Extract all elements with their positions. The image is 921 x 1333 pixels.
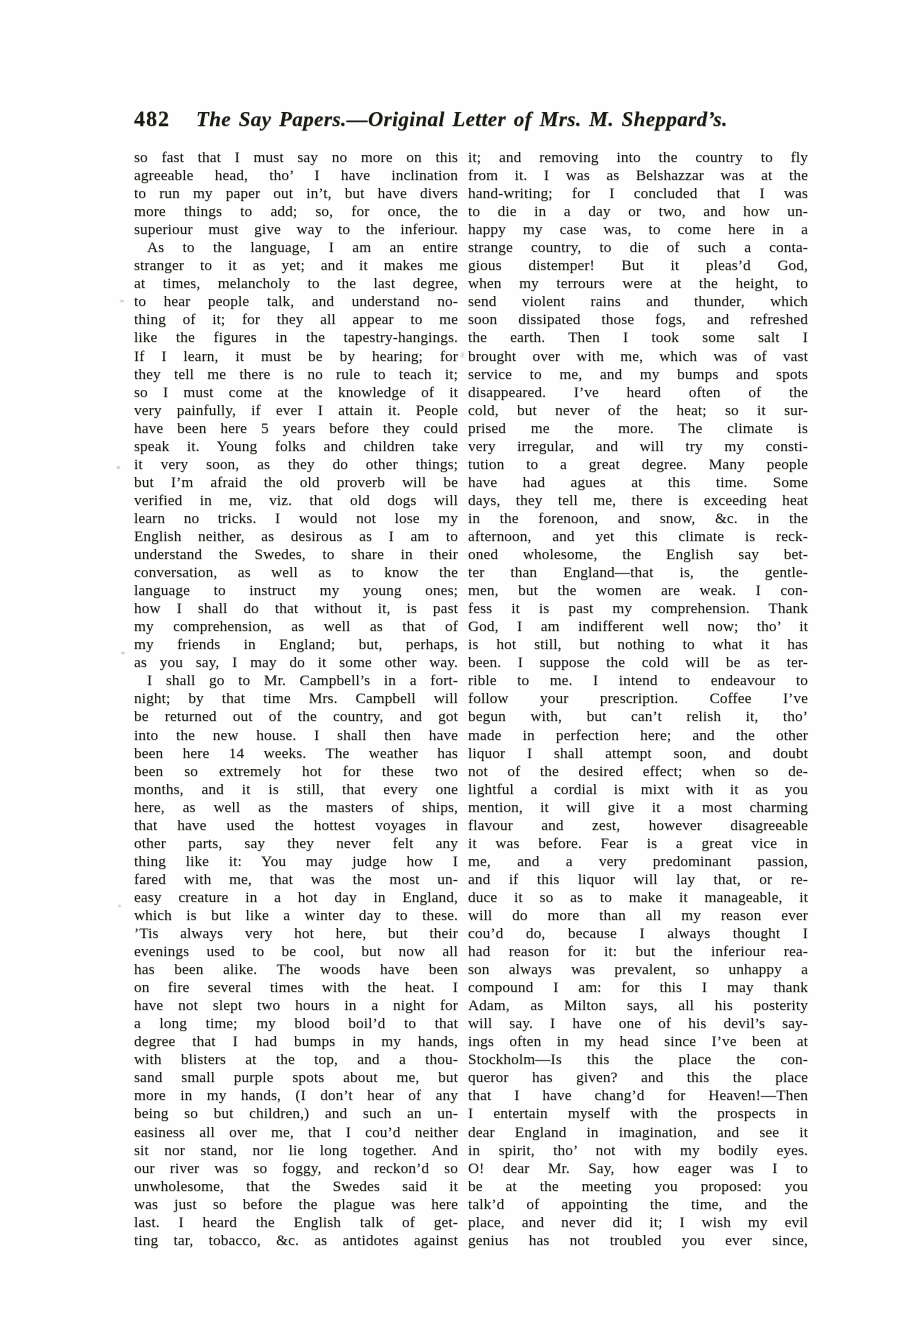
- text-line: I entertain myself with the prospects in: [468, 1105, 808, 1123]
- text-line: learn no tricks. I would not lose my: [134, 509, 458, 527]
- scan-artifact: [121, 652, 125, 654]
- text-line: they tell me there is no rule to teach it;: [134, 365, 458, 383]
- text-line: tution to a great degree. Many people: [468, 455, 808, 473]
- text-line: stranger to it as yet; and it makes me: [134, 257, 458, 275]
- text-line: If I learn, it must be by hearing; for: [134, 347, 458, 365]
- text-line: hand-writing; for I concluded that I was: [468, 185, 808, 203]
- text-line: send violent rains and thunder, which: [468, 293, 808, 311]
- page-number: 482: [134, 106, 170, 131]
- text-line: very irregular, and will try my consti-: [468, 437, 808, 455]
- text-line: will do more than all my reason ever: [468, 906, 808, 924]
- text-line: ’Tis always very hot here, but their: [134, 925, 458, 943]
- text-line: a long time; my blood boil’d to that: [134, 1015, 458, 1033]
- scan-artifact: [120, 300, 124, 302]
- text-line: sit nor stand, nor lie long together. And: [134, 1141, 458, 1159]
- text-line: ting tar, tobacco, &c. as antidotes against: [134, 1231, 458, 1249]
- text-line: soon dissipated those fogs, and refreshed: [468, 311, 808, 329]
- text-line: into the new house. I shall then have: [134, 726, 458, 744]
- text-line: have been here 5 years before they could: [134, 419, 458, 437]
- text-line: last. I heard the English talk of get-: [134, 1213, 458, 1231]
- text-line: easy creature in a hot day in England,: [134, 888, 458, 906]
- text-line: God, I am indifferent well now; tho’ it: [468, 618, 808, 636]
- text-line: my friends in England; but, perhaps,: [134, 636, 458, 654]
- text-line: oned wholesome, the English say bet-: [468, 546, 808, 564]
- text-line: to run my paper out in’t, but have divers: [134, 185, 458, 203]
- text-line: talk’d of appointing the time, and the: [468, 1195, 808, 1213]
- text-line: prised me the more. The climate is: [468, 419, 808, 437]
- scan-artifact: [461, 352, 464, 358]
- text-columns: [134, 149, 808, 1250]
- text-line: Stockholm—Is this the place the con-: [468, 1051, 808, 1069]
- text-line: it was before. Fear is a great vice in: [468, 834, 808, 852]
- text-line: sand small purple spots about me, but: [134, 1069, 458, 1087]
- left-column: [134, 149, 458, 1250]
- text-line: be returned out of the country, and got: [134, 708, 458, 726]
- text-line: ings often in my head since I’ve been at: [468, 1033, 808, 1051]
- text-line: in the forenoon, and snow, &c. in the: [468, 509, 808, 527]
- text-line: have not slept two hours in a night for: [134, 997, 458, 1015]
- text-line: cou’d do, because I always thought I: [468, 925, 808, 943]
- text-line: fared with me, that was the most un-: [134, 870, 458, 888]
- text-line: be at the meeting you proposed: you: [468, 1177, 808, 1195]
- text-line: more things to add; so, for once, the: [134, 203, 458, 221]
- text-line: is hot still, but nothing to what it has: [468, 636, 808, 654]
- text-line: language to instruct my young ones;: [134, 582, 458, 600]
- text-line: I shall go to Mr. Campbell’s in a fort-: [147, 672, 458, 690]
- text-line: place, and never did it; I wish my evil: [468, 1213, 808, 1231]
- text-line: duce it so as to make it manageable, it: [468, 888, 808, 906]
- text-line: conversation, as well as to know the: [134, 564, 458, 582]
- text-line: men, but the women are weak. I con-: [468, 582, 808, 600]
- text-line: lightful a cordial is mixt with it as you: [468, 780, 808, 798]
- text-line: understand the Swedes, to share in their: [134, 546, 458, 564]
- text-line: compound I am: for this I may thank: [468, 979, 808, 997]
- text-line: been here 14 weeks. The weather has: [134, 744, 458, 762]
- text-line: at times, melancholy to the last degree,: [134, 275, 458, 293]
- text-line: Adam, as Milton says, all his posterity: [468, 997, 808, 1015]
- text-line: days, they tell me, there is exceeding heat: [468, 491, 808, 509]
- text-line: genius has not troubled you ever since,: [468, 1231, 808, 1249]
- text-line: with blisters at the top, and a thou-: [134, 1051, 458, 1069]
- text-line: strange country, to die of such a conta-: [468, 239, 808, 257]
- right-column: [468, 149, 808, 1250]
- text-line: it; and removing into the country to fly: [468, 149, 808, 166]
- text-line: brought over with me, which was of vast: [468, 347, 808, 365]
- running-title: The Say Papers.—Original Letter of Mrs. M. Sheppard’s.: [196, 107, 728, 131]
- text-line: dear England in imagination, and see it: [468, 1123, 808, 1141]
- text-line: very painfully, if ever I attain it. People: [134, 401, 458, 419]
- text-line: it very soon, as they do other things;: [134, 455, 458, 473]
- text-line: so I must come at the knowledge of it: [134, 383, 458, 401]
- text-line: me, and a very predominant passion,: [468, 852, 808, 870]
- text-line: that I have chang’d for Heaven!—Then: [468, 1087, 808, 1105]
- text-line: queror has given? and this the place: [468, 1069, 808, 1087]
- text-line: so fast that I must say no more on this: [134, 149, 458, 166]
- text-line: but I’m afraid the old proverb will be: [134, 473, 458, 491]
- text-line: happy my case was, to come here in a: [468, 221, 808, 239]
- page-header: [134, 106, 808, 132]
- text-line: rible to me. I intend to endeavour to: [468, 672, 808, 690]
- text-line: thing like it: You may judge how I: [134, 852, 458, 870]
- text-line: been. I suppose the cold will be as ter-: [468, 654, 808, 672]
- text-line: speak it. Young folks and children take: [134, 437, 458, 455]
- text-line: fess it is past my comprehension. Thank: [468, 600, 808, 618]
- text-line: not of the desired effect; when so de-: [468, 762, 808, 780]
- text-line: disappeared. I’ve heard often of the: [468, 383, 808, 401]
- text-line: months, and it is still, that every one: [134, 780, 458, 798]
- scan-artifact: [118, 905, 121, 907]
- text-line: As to the language, I am an entire: [147, 239, 458, 257]
- text-line: ter than England—that is, the gentle-: [468, 564, 808, 582]
- text-line: has been alike. The woods have been: [134, 961, 458, 979]
- text-line: the earth. Then I took some salt I: [468, 329, 808, 347]
- text-line: more in my hands, (I don’t hear of any: [134, 1087, 458, 1105]
- text-line: in spirit, tho’ not with my bodily eyes.: [468, 1141, 808, 1159]
- text-line: easiness all over me, that I cou’d neither: [134, 1123, 458, 1141]
- text-line: service to me, and my bumps and spots: [468, 365, 808, 383]
- text-line: O! dear Mr. Say, how eager was I to: [468, 1159, 808, 1177]
- text-line: and if this liquor will lay that, or re-: [468, 870, 808, 888]
- text-line: mention, it will give it a most charming: [468, 798, 808, 816]
- text-line: on fire several times with the heat. I: [134, 979, 458, 997]
- text-line: son always was prevalent, so unhappy a: [468, 961, 808, 979]
- text-line: superiour must give way to the inferiour.: [134, 221, 458, 239]
- text-line: gious distemper! But it pleas’d God,: [468, 257, 808, 275]
- text-line: being so but children,) and such an un-: [134, 1105, 458, 1123]
- text-line: here, as well as the masters of ships,: [134, 798, 458, 816]
- text-line: other parts, say they never felt any: [134, 834, 458, 852]
- text-line: was just so before the plague was here: [134, 1195, 458, 1213]
- text-line: verified in me, viz. that old dogs will: [134, 491, 458, 509]
- text-line: how I shall do that without it, is past: [134, 600, 458, 618]
- text-line: liquor I shall attempt soon, and doubt: [468, 744, 808, 762]
- scan-artifact: [117, 466, 120, 469]
- text-line: English neither, as desirous as I am to: [134, 527, 458, 545]
- text-line: thing of it; for they all appear to me: [134, 311, 458, 329]
- text-line: our river was so foggy, and reckon’d so: [134, 1159, 458, 1177]
- text-line: to hear people talk, and understand no-: [134, 293, 458, 311]
- text-line: had reason for it: but the inferiour rea-: [468, 943, 808, 961]
- text-line: degree that I had bumps in my hands,: [134, 1033, 458, 1051]
- text-line: have had agues at this time. Some: [468, 473, 808, 491]
- text-line: been so extremely hot for these two: [134, 762, 458, 780]
- text-line: afternoon, and yet this climate is reck-: [468, 527, 808, 545]
- text-line: night; by that time Mrs. Campbell will: [134, 690, 458, 708]
- text-line: like the figures in the tapestry-hangings.: [134, 329, 458, 347]
- text-line: will say. I have one of his devil’s say-: [468, 1015, 808, 1033]
- text-line: that have used the hottest voyages in: [134, 816, 458, 834]
- text-line: which is but like a winter day to these.: [134, 906, 458, 924]
- text-line: evenings used to be cool, but now all: [134, 943, 458, 961]
- text-line: from it. I was as Belshazzar was at the: [468, 167, 808, 185]
- text-line: my comprehension, as well as that of: [134, 618, 458, 636]
- text-line: when my terrours were at the height, to: [468, 275, 808, 293]
- text-line: unwholesome, that the Swedes said it: [134, 1177, 458, 1195]
- text-line: cold, but never of the heat; so it sur-: [468, 401, 808, 419]
- text-line: begun with, but can’t relish it, tho’: [468, 708, 808, 726]
- text-line: as you say, I may do it some other way.: [134, 654, 458, 672]
- text-line: made in perfection here; and the other: [468, 726, 808, 744]
- text-line: to die in a day or two, and how un-: [468, 203, 808, 221]
- text-line: agreeable head, tho’ I have inclination: [134, 167, 458, 185]
- text-line: follow your prescription. Coffee I’ve: [468, 690, 808, 708]
- text-line: flavour and zest, however disagreeable: [468, 816, 808, 834]
